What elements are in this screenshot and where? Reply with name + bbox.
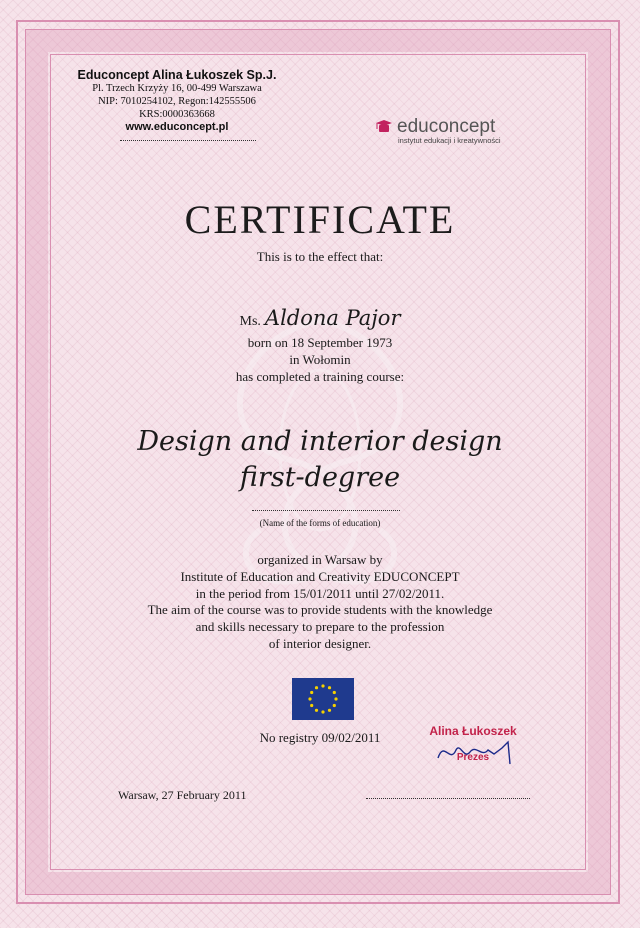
issuer-stamp <box>72 68 282 133</box>
body-line: in the period from 15/01/2011 until 27/02/2011. <box>195 585 445 601</box>
signatory-title: Prezes <box>456 752 490 763</box>
certificate-title: CERTIFICATE <box>184 197 456 242</box>
recipient-name: Aldona Pajor <box>264 306 401 330</box>
body-line: The aim of the course was to provide students with the knowledge <box>147 602 493 618</box>
birthplace: in Wołomin <box>289 352 351 367</box>
body-line: organized in Warsaw by <box>257 552 383 567</box>
issue-date-place: Warsaw, 27 February 2011 <box>118 788 247 802</box>
course-underline <box>252 510 400 511</box>
graduation-cap-icon <box>374 118 394 136</box>
logo-wordmark: educoncept <box>397 116 496 137</box>
course-description <box>0 552 640 653</box>
intro-text: This is to the effect that: <box>256 249 384 264</box>
signature-scribble-icon <box>430 736 520 766</box>
stamp-signature-line <box>120 140 256 141</box>
course-caption: (Name of the forms of education) <box>259 518 381 528</box>
issuer-krs: KRS:0000363668 <box>139 109 215 120</box>
recipient-block <box>0 306 640 330</box>
completion-text: has completed a training course: <box>235 369 405 384</box>
eu-flag-icon <box>292 678 354 720</box>
birth-date: born on 18 September 1973 <box>247 335 393 350</box>
educoncept-logo <box>374 116 544 145</box>
body-line: of interior designer. <box>268 635 372 651</box>
body-line: Institute of Education and Creativity EDUCONCEPT <box>180 568 460 584</box>
signature-line <box>366 798 530 799</box>
course-name-line2: first-degree <box>239 462 401 493</box>
president-signature <box>418 724 528 763</box>
course-name <box>0 424 640 496</box>
registry-number: No registry 09/02/2011 <box>259 730 381 745</box>
signatory-name: Alina Łukoszek <box>429 724 517 738</box>
issuer-website: www.educoncept.pl <box>125 121 229 133</box>
body-line: and skills necessary to prepare to the profession <box>195 619 445 635</box>
issuer-name: Educoncept Alina Łukoszek Sp.J. <box>77 68 277 82</box>
salutation: Ms. <box>239 314 261 329</box>
issuer-address: Pl. Trzech Krzyży 16, 00-499 Warszawa <box>92 83 262 94</box>
issuer-tax-ids: NIP: 7010254102, Regon:142555506 <box>98 96 256 107</box>
logo-tagline: instytut edukacji i kreatywności <box>398 136 501 145</box>
course-name-line1: Design and interior design <box>137 426 503 457</box>
